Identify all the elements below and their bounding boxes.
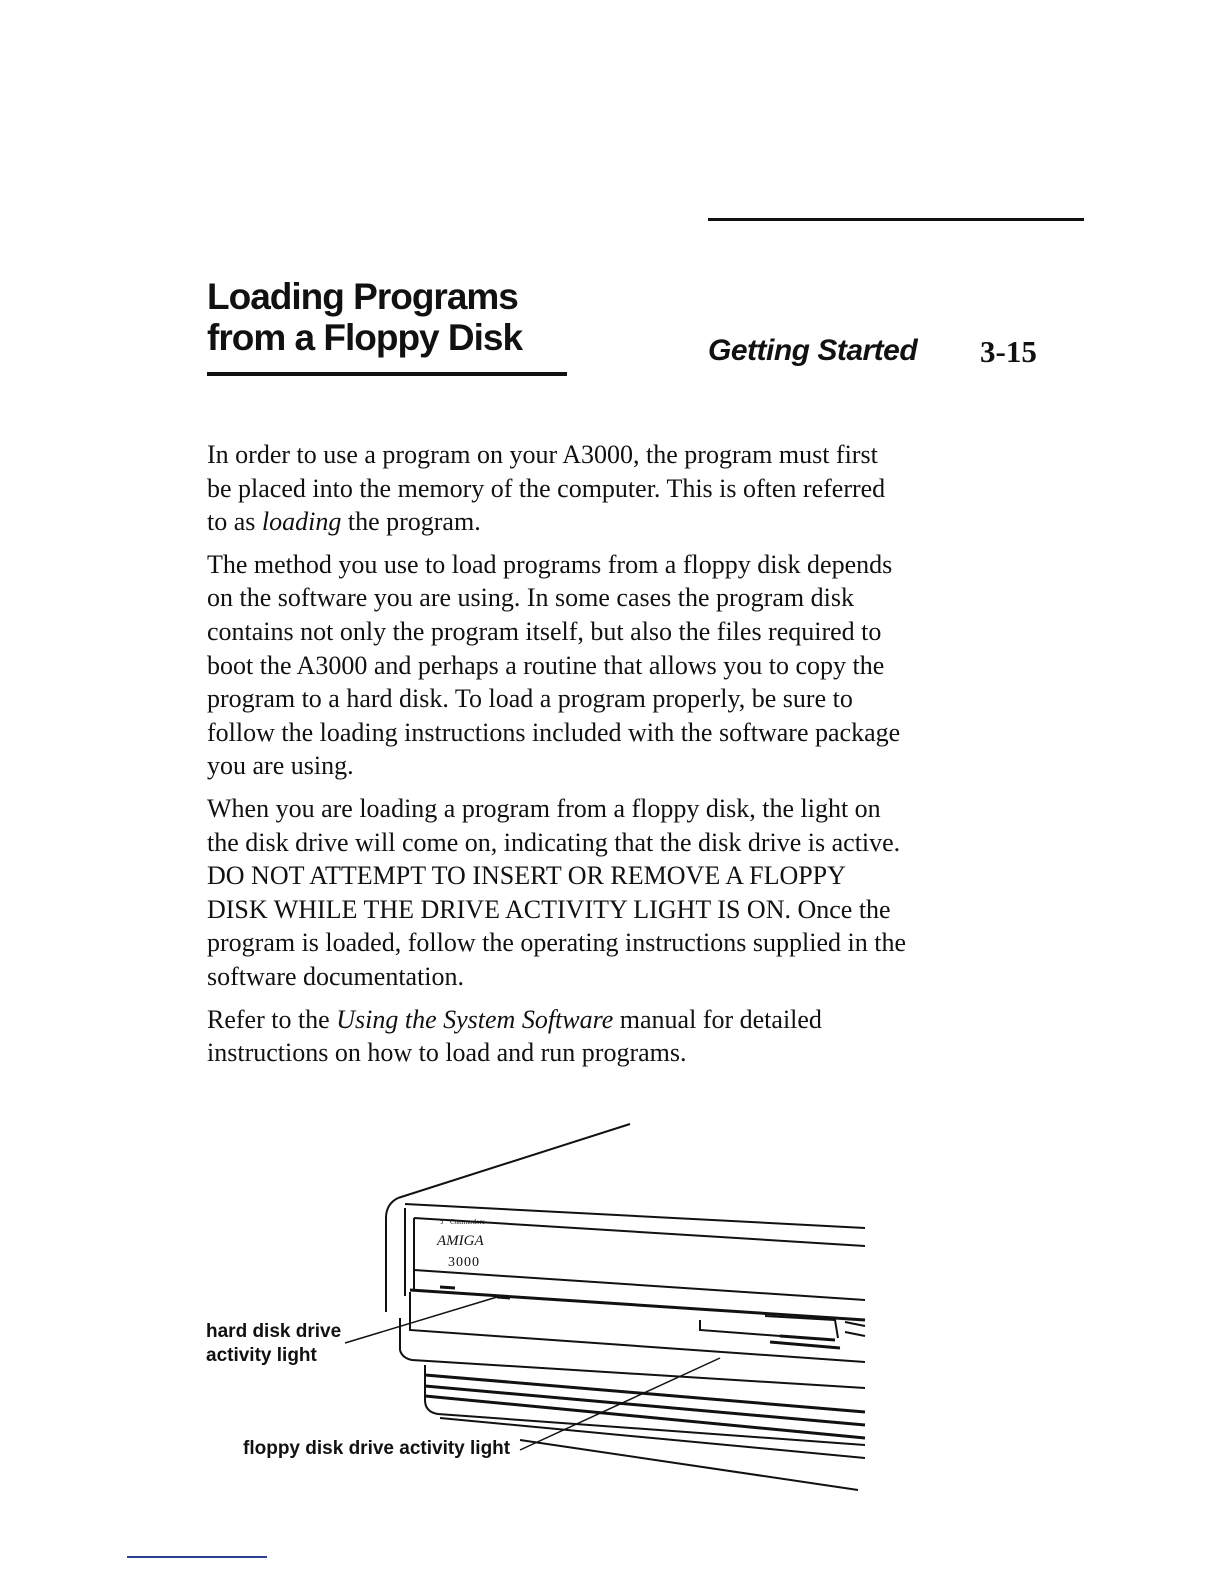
paragraph-1-text: In order to use a program on your A3000, the program must first be placed into the memory of the computer. This is often referred to as [207, 440, 886, 537]
model-number: 3000 [448, 1255, 480, 1270]
amiga-3000-illustration [0, 1110, 900, 1510]
footer-rule [127, 1556, 267, 1558]
hard-disk-callout-line-1: hard disk drive [206, 1321, 342, 1342]
case-top-edge [398, 1124, 630, 1198]
page-number: 3-15 [980, 334, 1037, 369]
floppy-slot [700, 1320, 780, 1336]
hard-disk-leader-line [345, 1297, 497, 1343]
paragraph-1-end: the program. [341, 507, 481, 537]
title-underline [207, 372, 567, 376]
commodore-label: Commodore [450, 1218, 485, 1226]
paragraph-2: The method you use to load programs from a floppy disk depends on the software you are using. In some cases the program disk contains not only the program itself, but also the files required to boot the A3000 and perhaps a routine that allows you to copy the program to a hard disk. To load a program properly, be sure to follow the loading instructions included with the software package you are using. [207, 549, 901, 781]
page-title [207, 276, 567, 358]
floppy-leader-line [520, 1358, 720, 1450]
paragraph-1 [207, 438, 907, 539]
loading-emphasis: loading [261, 507, 342, 537]
running-head [708, 166, 1084, 369]
manual-title-emphasis: Using the System Software [336, 1004, 614, 1034]
hard-disk-callout-line-2: activity light [206, 1345, 317, 1366]
paragraph-3: When you are loading a program from a floppy disk, the light on the disk drive will come on, indicating that the disk drive is active. DO NOT ATTEMPT TO INSERT OR REMOVE A FLOPPY DISK WHILE THE DRIVE ACTIVITY LIGHT IS ON. Once the program is loaded, follow the operating instructions supplied in the software documentation. [207, 793, 906, 991]
page-title-line-2: from a Floppy Disk [207, 317, 523, 358]
body-text [207, 438, 907, 1079]
paragraph-4-end: manual for detailed instructions on how to load and run programs. [207, 1004, 822, 1068]
section-title: Getting Started [708, 334, 918, 367]
floppy-disk-callout: floppy disk drive activity light [243, 1438, 511, 1459]
brand-small-label: ↄ [440, 1218, 444, 1226]
paragraph-4-text: Refer to the [207, 1004, 337, 1034]
floppy-light-mark [497, 1297, 510, 1298]
paragraph-4 [207, 1003, 907, 1070]
page-title-line-1: Loading Programs [207, 276, 518, 317]
amiga-logo: AMIGA [437, 1233, 484, 1249]
hard-disk-callout [206, 1320, 341, 1368]
case-corner [386, 1198, 398, 1312]
hard-disk-light-mark [440, 1287, 455, 1288]
